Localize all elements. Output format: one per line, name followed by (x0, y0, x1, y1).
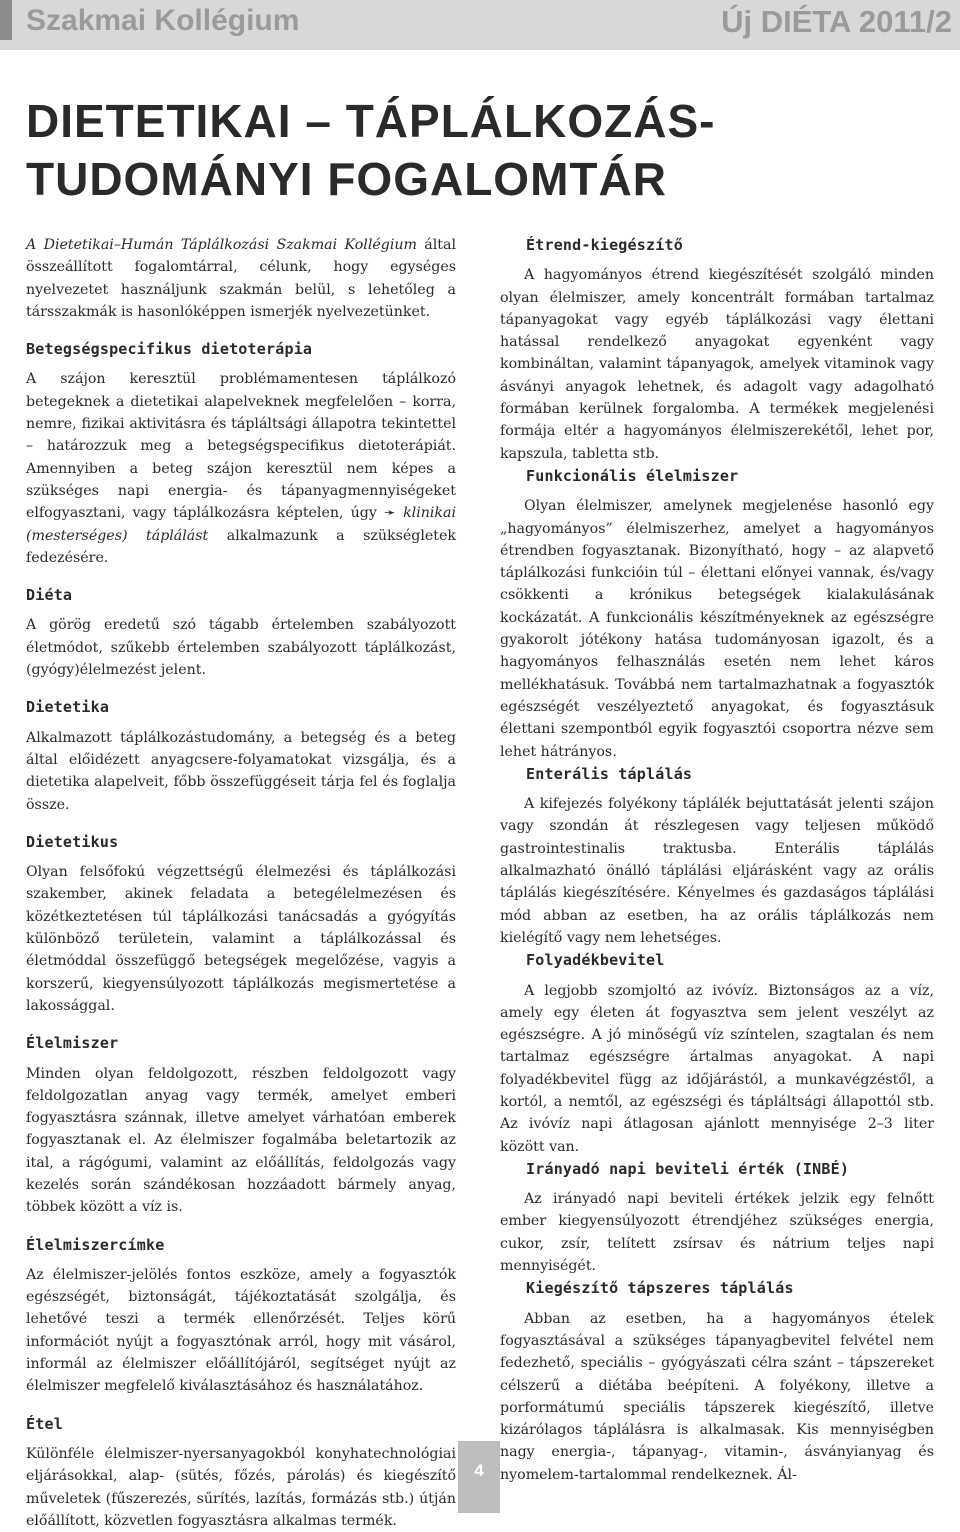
entry-heading: Enterális táplálás (526, 764, 693, 783)
page-header (0, 0, 960, 50)
entry-text: Különféle élelmiszer-nyersanyagokból konyhatechnológiai eljárásokkal, alap- (sütés, főzés, párolás) és kiegészítő műveletek (fűszerezés, sűrítés, lazítás, formázás stb.) útján előállított, közvetlen fogyasztásra alkalmas termék. (26, 1445, 456, 1529)
entry-enteralis-taplalas (500, 763, 934, 949)
header-section-title: Szakmai Kollégium (26, 4, 300, 37)
entry-text: Az élelmiszer-jelölés fontos eszköze, amely a fogyasztók egészségét, biztonságát, tájékoztatását szolgálja, és lehetővé teszi a termék ellenőrzését. Teljes körű információt nyújt a fogyasztónak arról, hogy mit vásárol, informál az élelmiszer előállítójáról, segítséget nyújt az élelmiszer megfelelő kiválasztásához és használatához. (26, 1266, 456, 1395)
entry-heading: Funkcionális élelmiszer (526, 466, 739, 485)
entry-heading: Irányadó napi beviteli érték (INBÉ) (526, 1159, 850, 1178)
entry-text: Abban az esetben, ha a hagyományos ételek fogyasztásával a szükséges tápanyagbevitel felvétel nem fedezhető, speciális – gyógyászati célra szánt – tápszereket célszerű a diétába beépíteni. A folyékony, illetve a porformátumú speciális tápszerek kiegészítő, illetve kizárólagos táplálásra is alkalmasak. Kis mennyiségben nagy energia-, tápanyag-, vitamin-, ásványianyag és nyomelem-tartalommal rendelkeznek. Ál- (500, 1310, 934, 1483)
entry-etel (26, 1413, 456, 1532)
page-number: 4 (474, 1461, 484, 1480)
page-number-tab (458, 1441, 500, 1513)
article-title-line-1: DIETETIKAI – TÁPLÁLKOZÁS- (26, 95, 716, 147)
entry-text: A görög eredetű szó tágabb értelemben szabályozott életmódot, szűkebb értelemben szabályozott táplálkozást, (gyógy)élelmezést jelent. (26, 617, 456, 679)
entry-heading: Diéta (26, 586, 73, 605)
intro-paragraph (26, 234, 456, 323)
intro-text: által összeállított fogalomtárral, célunk, hogy egységes nyelvezetet használjunk szakmán belül, s lehetőleg a társszakmák is hasonlóképpen ismerjék nyelvezetünket. (26, 237, 457, 320)
entry-text: A hagyományos étrend kiegészítését szolgáló minden olyan élelmiszer, amely koncentrált formában tartalmaz tápanyagokat vagy egyéb táplálkozási vagy élettani hatással rendelkező anyagokat egyenként vagy kombináltan, valamint tápanyagok, amelyek vitaminok vagy ásványi anyagok lehetnek, és adagolt vagy adagolható formában kerülnek forgalomba. A termékek megjelenési formája eltér a hagyományos élelmiszerekétől, lehet por, kapszula, tabletta stb. (500, 267, 934, 462)
entry-elelmiszer (26, 1032, 456, 1218)
article-title (26, 92, 926, 208)
entry-heading: Betegségspecifikus dietoterápia (26, 340, 313, 359)
entry-elelmiszercimke (26, 1234, 456, 1398)
entry-inbe (500, 1158, 934, 1277)
entry-text: A legjobb szomjoltó az ivóvíz. Biztonságos az a víz, amely egy életen át fogyasztva sem jelent veszélyt az egészségre. A jó minőségű víz színtelen, szagtalan és nem tartalmaz egészségre ártalmas anyagokat. A napi folyadékbevitel függ az időjárástól, a munkavégzéstől, a kortól, a nemtől, az egészségi és tápláltsági állapottól stb. Az ivóvíz napi átlagosan ajánlott mennyisége 2–3 liter között van. (500, 982, 934, 1155)
arrow-icon: ➛ (384, 505, 396, 522)
entry-heading: Kiegészítő tápszeres táplálás (526, 1279, 794, 1298)
entry-heading: Étel (26, 1414, 63, 1433)
entry-kiegeszito-tapszeres-taplalas (500, 1277, 934, 1486)
entry-text: Olyan felsőfokú végzettségű élelmezési és táplálkozási szakember, akinek feladata a betegélelmezésen és közétkeztetésen túl táplálkozási tanácsadás a gyógyítás különböző területein, valamint a táplálkozással és életmóddal összefüggő betegségek megelőzése, vagyis a korszerű, kiegyensúlyozott táplálkozás megismertetése a lakossággal. (26, 864, 456, 1014)
entry-heading: Folyadékbevitel (526, 951, 665, 970)
entry-dieta (26, 584, 456, 681)
header-marker (0, 0, 12, 40)
entry-heading: Élelmiszercímke (26, 1235, 165, 1254)
entry-funkcionalis-elelmiszer (500, 465, 934, 763)
entry-text: A kifejezés folyékony táplálék bejuttatását jelenti szájon vagy szondán át részlegesen vagy teljesen működő gastrointestinalis traktusba. Enterális táplálás alkalmazható önálló táplálási eljárásként vagy az orális táplálás kiegészítésére. Kényelmes és gazdaságos táplálási mód abban az esetben, ha az orális táplálkozás nem kielégítő vagy nem lehetséges. (500, 796, 934, 946)
entry-text: A szájon keresztül problémamentesen táplálkozó betegeknek a dietetikai alapelveknek megfelelően – korra, nemre, fizikai aktivitásra és tápláltsági állapotra tekintettel – határozzuk meg a betegségspecifikus dietoterápiát. Amennyiben a beteg szájon keresztül nem képes a szükséges napi energia- és tápanyagmennyiségeket elfogyasztani, vagy táplálkozásra képtelen, úgy ➛ klinikai (mesterséges) táplálást alkalmazunk a szükségletek fedezésére. (26, 371, 457, 566)
entry-text: Minden olyan feldolgozott, részben feldolgozott vagy feldolgozatlan anyag vagy termék, amelyet emberi fogyasztásra szánnak, illetve amelyet várhatóan emberek fogyasztanak el. Az élelmiszer fogalmába beletartozik az ital, a rágógumi, valamint az előállítás, feldolgozás vagy kezelés során szándékosan hozzáadott bármely anyag, többek között a víz is. (26, 1065, 456, 1216)
entry-betegsegspecifikus (26, 338, 456, 569)
entry-text: Alkalmazott táplálkozástudomány, a betegség és a beteg által előidézett anyagcsere-folyamatokat vizsgálja, és a dietetika alapelveit, főbb összefüggéseit tárja fel és foglalja össze. (26, 729, 456, 813)
cross-reference: klinikai (mesterséges) táplálást (26, 505, 457, 544)
entry-etrend-kiegeszito (500, 234, 934, 465)
entry-text: Az irányadó napi beviteli értékek jelzik egy felnőtt ember kiegyensúlyozott étrendjéhez szükséges energia, cukor, zsír, telített zsírsav és nátrium teljes napi mennyiségét. (500, 1191, 934, 1275)
entry-dietetikus (26, 831, 456, 1017)
entry-heading: Étrend-kiegészítő (526, 236, 683, 254)
entry-heading: Dietetika (26, 698, 110, 717)
entry-folyadekbevitel (500, 949, 934, 1158)
intro-italic: A Dietetikai–Humán Táplálkozási Szakmai Kollégium (26, 237, 417, 253)
left-column (26, 234, 456, 1532)
entry-dietetika (26, 696, 456, 815)
entry-heading: Dietetikus (26, 832, 119, 851)
article-title-line-2: TUDOMÁNYI FOGALOMTÁR (26, 153, 667, 205)
header-journal-issue: Új DIÉTA 2011/2 (721, 4, 952, 39)
entry-text: Olyan élelmiszer, amelynek megjelenése hasonló egy „hagyományos” élelmiszerhez, amelyet a hagyományos étrendben fogyasztanak. Bizonyítható, hogy – az alapvető táplálkozási funkcióin túl – élettani előnyei vannak, és/vagy csökkenti a krónikus betegségek kialakulásának kockázatát. A funkcionális készítményeknek az egészségre gyakorolt jótékony hatása tudományosan igazolt, és a hagyományos felhasználás esetén nem lehet káros mellékhatásuk. Továbbá nem tartalmazhatnak a fogyasztók egészségét veszélyeztető anyagokat, és fogyasztásuk élettani szempontból egyik fogyasztói csoportra nézve sem lehet hátrányos. (500, 498, 934, 760)
right-column (500, 234, 934, 1486)
entry-heading: Élelmiszer (26, 1034, 119, 1053)
